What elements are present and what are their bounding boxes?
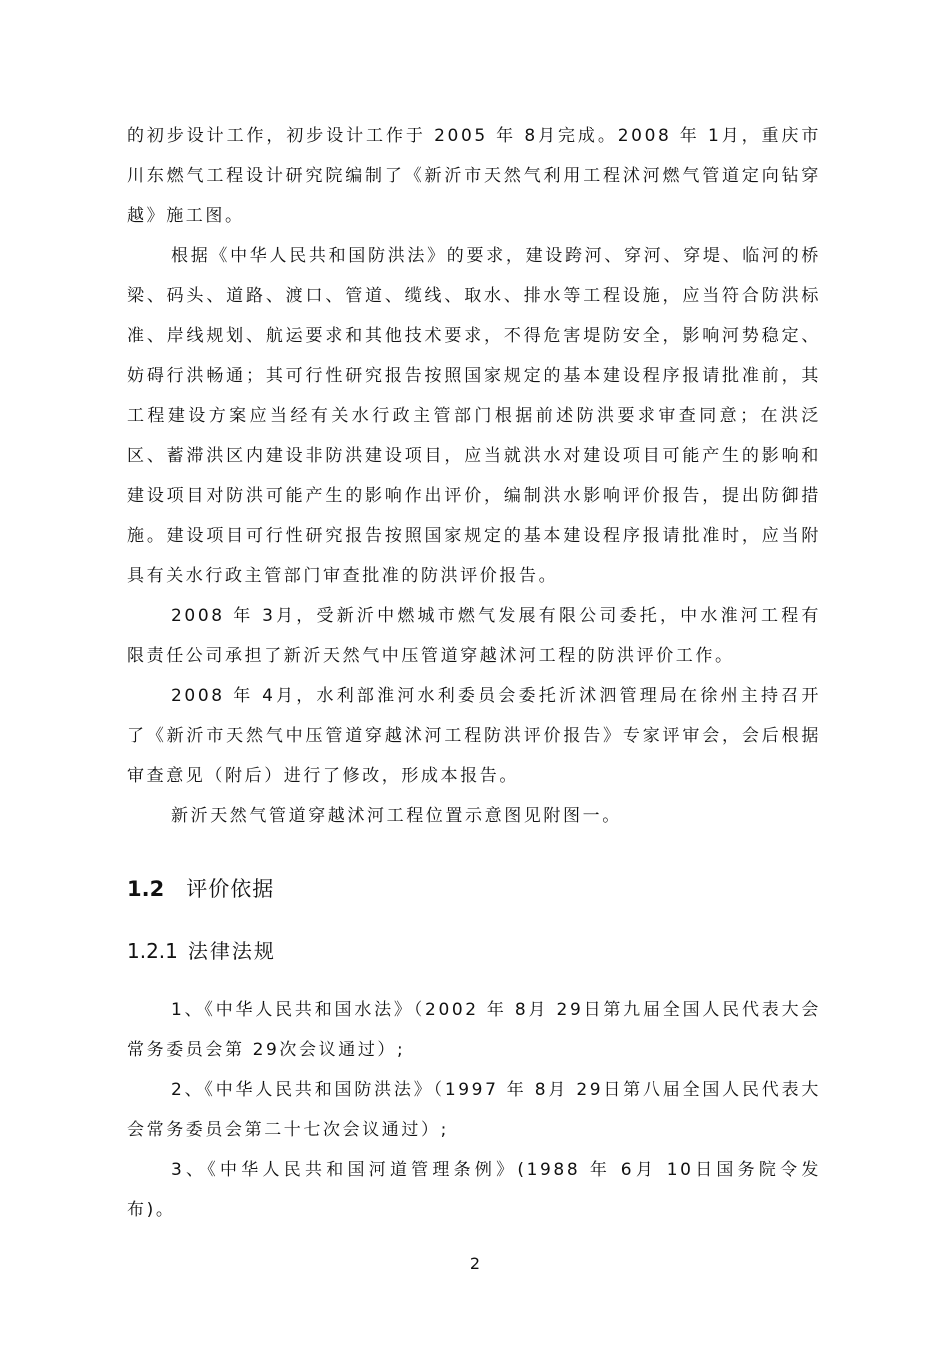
paragraph-location-map: 新沂天然气管道穿越沭河工程位置示意图见附图一。 — [171, 806, 622, 826]
paragraph-flood-law: 根据《中华人民共和国防洪法》的要求，建设跨河、穿河、穿堤、临河的桥梁、码头、道路、渡口、管道、缆线、取水、排水等工程设施，应当符合防洪标准、岸线规划、航运要求和其他技术要求，不得危害堤防安全，影响河势稳定、妨碍行洪畅通；其可行性研究报告按照国家规定的基本建设程序报请批准前，其工程建设方案应当经有关水行政主管部门根据前述防洪要求审查同意；在洪泛区、蓄滞洪区内建设非防洪建设项目，应当就洪水对建设项目可能产生的影响和建设项目对防洪可能产生的影响作出评价，编制洪水影响评价报告，提出防御措施。建设项目可行性研究报告按照国家规定的基本建设程序报请批准时，应当附具有关水行政主管部门审查批准的防洪评价报告。 — [127, 246, 821, 586]
page-number: 2 — [469, 1254, 481, 1273]
list-item: 2、《中华人民共和国防洪法》（1997 年 8月 29日第八届全国人民代表大会常务委员会第二十七次会议通过）; — [127, 1080, 821, 1140]
page-body — [127, 116, 821, 1230]
list-item: 1、《中华人民共和国水法》（2002 年 8月 29日第九届全国人民代表大会常务委员会第 29次会议通过）; — [127, 1000, 821, 1060]
section-number: 1.2 — [127, 877, 165, 901]
paragraph-commission: 2008 年 3月，受新沂中燃城市燃气发展有限公司委托，中水淮河工程有限责任公司承担了新沂天然气中压管道穿越沭河工程的防洪评价工作。 — [127, 606, 821, 666]
subsection-title: 法律法规 — [187, 939, 276, 963]
paragraph-continuation: 的初步设计工作，初步设计工作于 2005 年 8月完成。2008 年 1月，重庆市川东燃气工程设计研究院编制了《新沂市天然气利用工程沭河燃气管道定向钻穿越》施工图。 — [127, 126, 821, 226]
subsection-number: 1.2.1 — [127, 939, 178, 963]
section-heading — [127, 858, 821, 920]
list-item: 3、《中华人民共和国河道管理条例》(1988 年 6月 10日国务院令发布)。 — [127, 1160, 821, 1220]
subsection-heading — [127, 920, 821, 982]
section-title: 评价依据 — [186, 877, 275, 901]
paragraph-review-meeting: 2008 年 4月，水利部淮河水利委员会委托沂沭泗管理局在徐州主持召开了《新沂市天然气中压管道穿越沭河工程防洪评价报告》专家评审会，会后根据审查意见（附后）进行了修改，形成本报告。 — [127, 686, 821, 786]
